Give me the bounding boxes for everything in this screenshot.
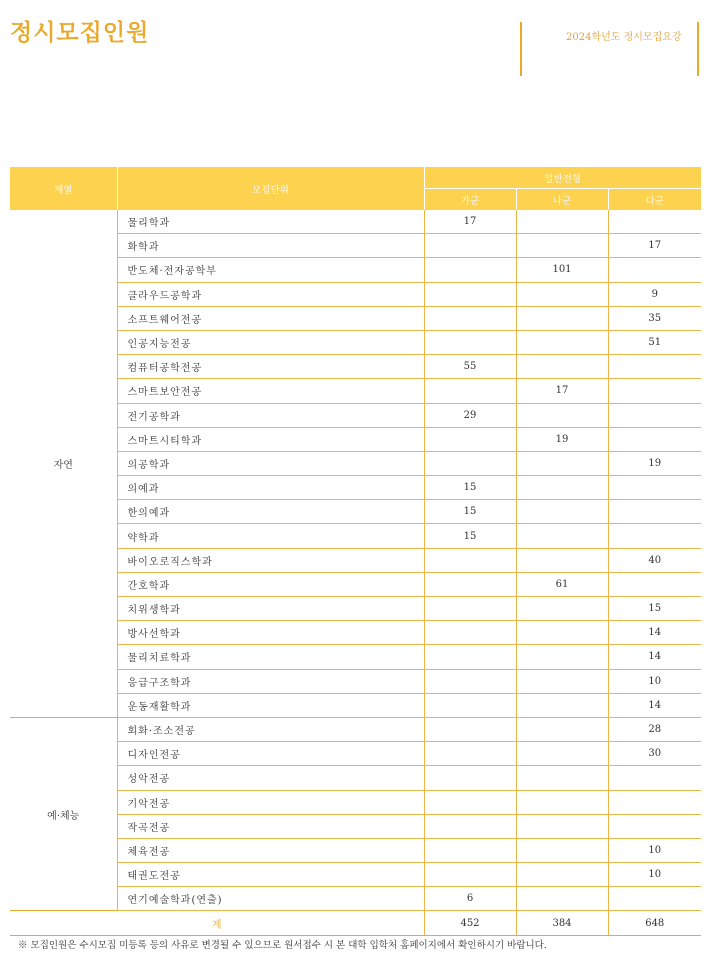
quota-da-cell: 19 bbox=[608, 451, 701, 475]
quota-ga-cell bbox=[424, 379, 516, 403]
quota-ga-cell bbox=[424, 306, 516, 330]
quota-da-cell: 10 bbox=[608, 669, 701, 693]
quota-da-cell: 14 bbox=[608, 621, 701, 645]
header-general-admission: 일반전형 bbox=[424, 167, 701, 189]
quota-ga-cell: 29 bbox=[424, 403, 516, 427]
department-cell: 체육전공 bbox=[117, 838, 424, 862]
quota-da-cell bbox=[608, 427, 701, 451]
quota-na-cell: 101 bbox=[516, 258, 608, 282]
quota-ga-cell bbox=[424, 814, 516, 838]
quota-da-cell bbox=[608, 572, 701, 596]
department-cell: 태권도전공 bbox=[117, 863, 424, 887]
quota-ga-cell bbox=[424, 669, 516, 693]
quota-ga-cell bbox=[424, 282, 516, 306]
quota-da-cell bbox=[608, 258, 701, 282]
quota-da-cell bbox=[608, 403, 701, 427]
quota-na-cell bbox=[516, 814, 608, 838]
quota-ga-cell bbox=[424, 717, 516, 741]
department-cell: 바이오로직스학과 bbox=[117, 548, 424, 572]
quota-na-cell: 19 bbox=[516, 427, 608, 451]
department-cell: 작곡전공 bbox=[117, 814, 424, 838]
department-cell: 한의예과 bbox=[117, 500, 424, 524]
department-cell: 물리학과 bbox=[117, 210, 424, 234]
quota-na-cell bbox=[516, 645, 608, 669]
quota-na-cell bbox=[516, 355, 608, 379]
quota-da-cell: 30 bbox=[608, 742, 701, 766]
department-cell: 의공학과 bbox=[117, 451, 424, 475]
quota-na-cell bbox=[516, 524, 608, 548]
quota-ga-cell bbox=[424, 693, 516, 717]
page-title: 정시모집인원 bbox=[10, 20, 150, 46]
department-cell: 간호학과 bbox=[117, 572, 424, 596]
quota-da-cell: 28 bbox=[608, 717, 701, 741]
quota-na-cell bbox=[516, 863, 608, 887]
header-subtitle: 2024학년도 정시모집요강 bbox=[566, 32, 682, 43]
quota-na-cell bbox=[516, 766, 608, 790]
department-cell: 약학과 bbox=[117, 524, 424, 548]
quota-ga-cell bbox=[424, 863, 516, 887]
quota-na-cell bbox=[516, 621, 608, 645]
department-cell: 치위생학과 bbox=[117, 597, 424, 621]
department-cell: 회화·조소전공 bbox=[117, 717, 424, 741]
department-cell: 인공지능전공 bbox=[117, 330, 424, 354]
quota-na-cell bbox=[516, 742, 608, 766]
quota-na-cell bbox=[516, 403, 608, 427]
department-cell: 전기공학과 bbox=[117, 403, 424, 427]
quota-da-cell: 51 bbox=[608, 330, 701, 354]
quota-ga-cell bbox=[424, 451, 516, 475]
quota-na-cell bbox=[516, 451, 608, 475]
quota-ga-cell bbox=[424, 645, 516, 669]
quota-na-cell bbox=[516, 500, 608, 524]
quota-ga-cell bbox=[424, 621, 516, 645]
header-category: 계열 bbox=[10, 167, 117, 210]
quota-da-cell bbox=[608, 790, 701, 814]
quota-da-cell: 40 bbox=[608, 548, 701, 572]
department-cell: 운동재활학과 bbox=[117, 693, 424, 717]
quota-da-cell bbox=[608, 355, 701, 379]
quota-ga-cell bbox=[424, 572, 516, 596]
quota-ga-cell: 15 bbox=[424, 500, 516, 524]
quota-ga-cell: 15 bbox=[424, 476, 516, 500]
department-cell: 물리치료학과 bbox=[117, 645, 424, 669]
quota-da-cell: 14 bbox=[608, 693, 701, 717]
admission-quota-table bbox=[10, 167, 701, 936]
total-row bbox=[10, 911, 701, 935]
quota-na-cell bbox=[516, 790, 608, 814]
department-cell: 응급구조학과 bbox=[117, 669, 424, 693]
quota-na-cell: 17 bbox=[516, 379, 608, 403]
quota-da-cell bbox=[608, 500, 701, 524]
quota-na-cell bbox=[516, 282, 608, 306]
quota-da-cell bbox=[608, 379, 701, 403]
table-row bbox=[10, 210, 701, 234]
total-da: 648 bbox=[608, 911, 701, 935]
quota-na-cell bbox=[516, 597, 608, 621]
department-cell: 연기예술학과(연출) bbox=[117, 887, 424, 911]
quota-da-cell bbox=[608, 210, 701, 234]
quota-na-cell bbox=[516, 693, 608, 717]
quota-ga-cell bbox=[424, 427, 516, 451]
header-ga-group: 가군 bbox=[424, 189, 516, 211]
quota-na-cell bbox=[516, 887, 608, 911]
quota-ga-cell bbox=[424, 742, 516, 766]
quota-ga-cell: 17 bbox=[424, 210, 516, 234]
quota-na-cell bbox=[516, 306, 608, 330]
quota-ga-cell bbox=[424, 548, 516, 572]
quota-ga-cell: 6 bbox=[424, 887, 516, 911]
quota-ga-cell bbox=[424, 597, 516, 621]
department-cell: 스마트시티학과 bbox=[117, 427, 424, 451]
quota-ga-cell bbox=[424, 766, 516, 790]
department-cell: 스마트보안전공 bbox=[117, 379, 424, 403]
total-na: 384 bbox=[516, 911, 608, 935]
quota-da-cell: 15 bbox=[608, 597, 701, 621]
department-cell: 기악전공 bbox=[117, 790, 424, 814]
department-cell: 화학과 bbox=[117, 234, 424, 258]
quota-ga-cell bbox=[424, 258, 516, 282]
department-cell: 방사선학과 bbox=[117, 621, 424, 645]
department-cell: 클라우드공학과 bbox=[117, 282, 424, 306]
quota-da-cell bbox=[608, 766, 701, 790]
total-ga: 452 bbox=[424, 911, 516, 935]
header-divider-right bbox=[697, 22, 699, 76]
header-na-group: 나군 bbox=[516, 189, 608, 211]
quota-na-cell bbox=[516, 234, 608, 258]
quota-da-cell: 14 bbox=[608, 645, 701, 669]
quota-da-cell: 35 bbox=[608, 306, 701, 330]
header-department: 모집단위 bbox=[117, 167, 424, 210]
quota-ga-cell bbox=[424, 790, 516, 814]
department-cell: 의예과 bbox=[117, 476, 424, 500]
department-cell: 컴퓨터공학전공 bbox=[117, 355, 424, 379]
quota-da-cell: 10 bbox=[608, 838, 701, 862]
quota-na-cell: 61 bbox=[516, 572, 608, 596]
table-row bbox=[10, 717, 701, 741]
quota-na-cell bbox=[516, 669, 608, 693]
department-cell: 디자인전공 bbox=[117, 742, 424, 766]
quota-da-cell: 10 bbox=[608, 863, 701, 887]
quota-na-cell bbox=[516, 548, 608, 572]
quota-da-cell bbox=[608, 887, 701, 911]
table-header bbox=[10, 167, 701, 210]
department-cell: 소프트웨어전공 bbox=[117, 306, 424, 330]
quota-ga-cell: 15 bbox=[424, 524, 516, 548]
total-label: 계 bbox=[10, 911, 424, 935]
quota-ga-cell bbox=[424, 838, 516, 862]
category-cell: 자연 bbox=[10, 210, 117, 717]
department-cell: 성악전공 bbox=[117, 766, 424, 790]
quota-na-cell bbox=[516, 210, 608, 234]
department-cell: 반도체·전자공학부 bbox=[117, 258, 424, 282]
footnote: ※ 모집인원은 수시모집 미등록 등의 사유로 변경될 수 있으므로 원서접수 시 본 대학 입학처 홈페이지에서 확인하시기 바랍니다. bbox=[18, 940, 547, 951]
quota-ga-cell bbox=[424, 234, 516, 258]
quota-na-cell bbox=[516, 476, 608, 500]
quota-da-cell bbox=[608, 476, 701, 500]
header-da-group: 다군 bbox=[608, 189, 701, 211]
quota-da-cell bbox=[608, 814, 701, 838]
quota-ga-cell bbox=[424, 330, 516, 354]
table-body bbox=[10, 210, 701, 911]
quota-da-cell bbox=[608, 524, 701, 548]
category-cell: 예·체능 bbox=[10, 717, 117, 911]
quota-na-cell bbox=[516, 717, 608, 741]
quota-na-cell bbox=[516, 838, 608, 862]
table-footer bbox=[10, 911, 701, 935]
quota-da-cell: 9 bbox=[608, 282, 701, 306]
quota-da-cell: 17 bbox=[608, 234, 701, 258]
quota-ga-cell: 55 bbox=[424, 355, 516, 379]
quota-na-cell bbox=[516, 330, 608, 354]
header-divider-left bbox=[520, 22, 522, 76]
